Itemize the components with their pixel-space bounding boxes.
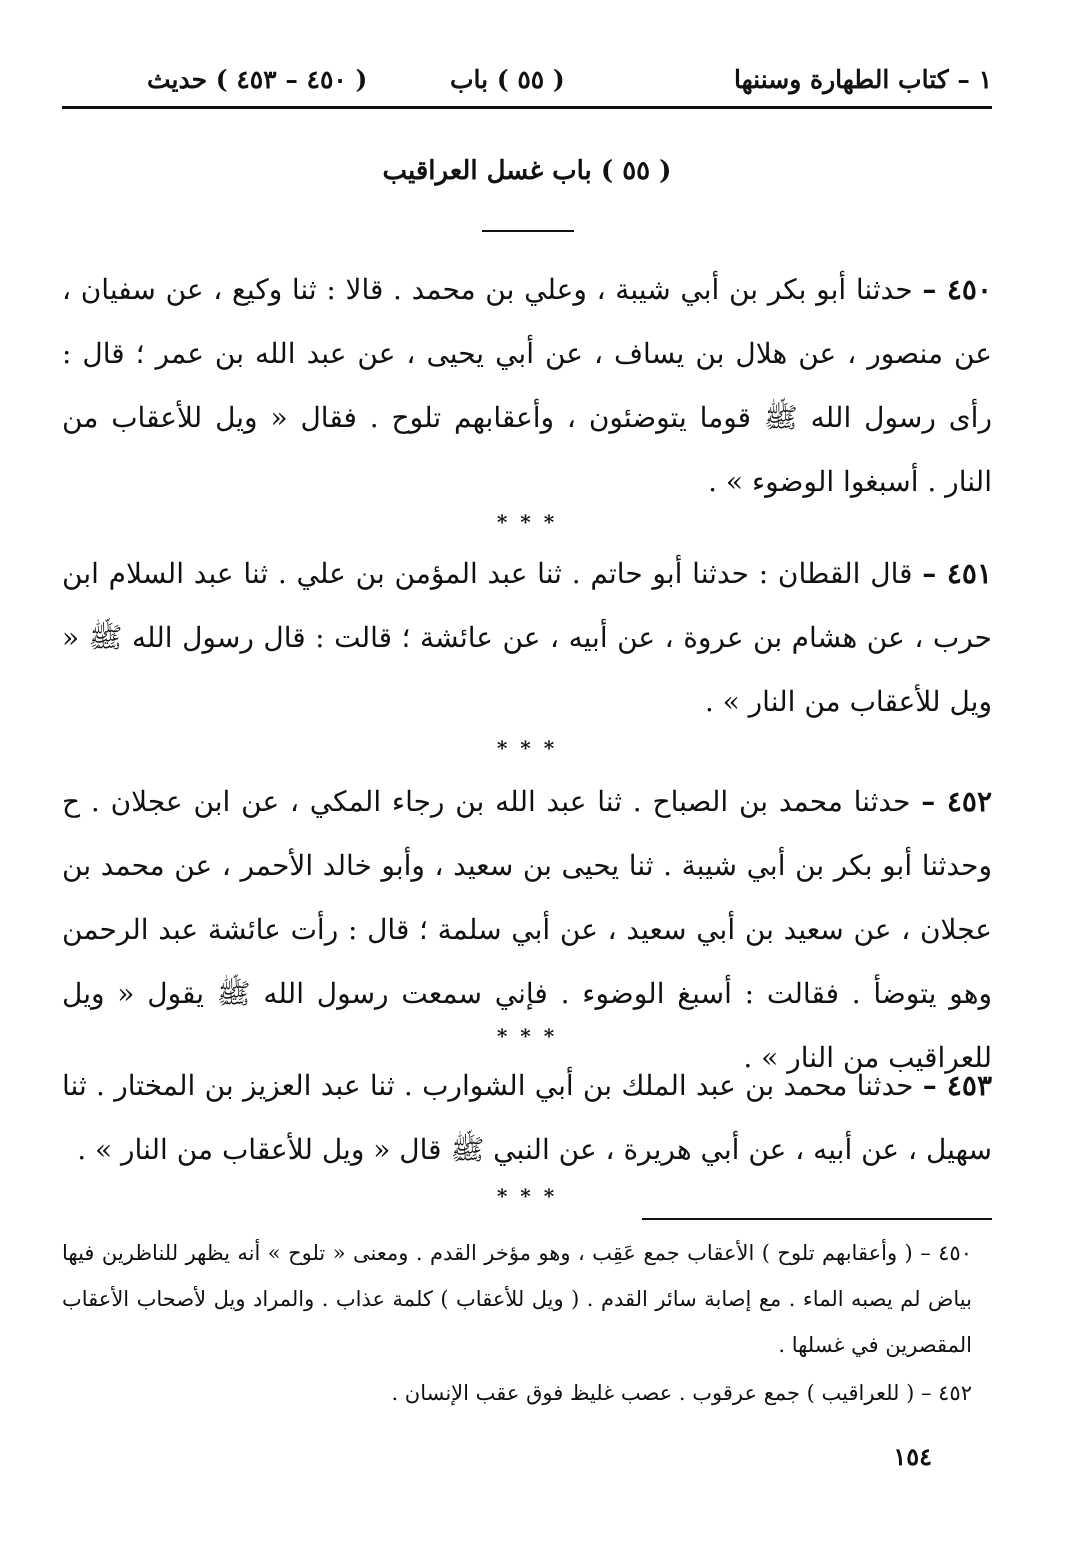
title-rule [482,230,574,232]
hadith-453 [62,1054,992,1182]
hadith-number: ٤٥١ – [922,557,992,590]
hadith-text: حدثنا أبو بكر بن أبي شيبة ، وعلي بن محمد . قالا : ثنا وكيع ، عن سفيان ، عن منصور ، عن هلال بن يساف ، عن أبي يحيى ، عن عبد الله بن عمر ؛ قال : رأى رسول الله ﷺ قوما يتوضئون ، وأعقابهم تلوح . فقال « ويل للأعقاب من النار . أسبغوا الوضوء » . [62,273,992,498]
footnote-rule [642,1218,992,1220]
book-title: ١ – كتاب الطهارة وسننها [734,65,992,94]
hadith-number: ٤٥٣ – [922,1069,992,1102]
header-rule [62,106,992,109]
page-number: ١٥٤ [893,1442,932,1471]
hadith-text: حدثنا محمد بن عبد الملك بن أبي الشوارب . ثنا عبد العزيز بن المختار . ثنا سهيل ، عن أبيه ، عن أبي هريرة ، عن النبي ﷺ قال « ويل للأعقاب من النار » . [62,1069,992,1166]
footnote-450: ٤٥٠ – ( وأعقابهم تلوح ) الأعقاب جمع عَقِب ، وهو مؤخر القدم . ومعنى « تلوح » أنه يظهر للناظرين فيها بياض لم يصبه الماء . مع إصابة سائر القدم . ( ويل للأعقاب ) كلمة عذاب . والمراد ويل لأصحاب الأعقاب المقصرين في غسلها . [62,1241,972,1357]
chapter-title: ( ٥٥ ) باب غسل العراقيب [382,156,672,186]
hadith-number: ٤٥٢ – [921,785,992,818]
hadith-450 [62,258,992,514]
separator-stars: * * * [496,1024,558,1048]
hadith-number: ٤٥٠ – [922,273,993,306]
separator-stars: * * * [496,510,558,534]
separator-stars: * * * [496,736,558,760]
hadith-451 [62,542,992,734]
running-header [62,60,992,100]
chapter-label: ( ٥٥ ) باب [450,65,565,94]
footnote-452: ٤٥٢ – ( للعراقيب ) جمع عرقوب . عصب غليظ فوق عقب الإنسان . [391,1381,972,1405]
hadith-text: حدثنا محمد بن الصباح . ثنا عبد الله بن رجاء المكي ، عن ابن عجلان . ح وحدثنا أبو بكر بن أبي شيبة . ثنا يحيى بن سعيد ، وأبو خالد الأحمر ، عن محمد بن عجلان ، عن سعيد بن أبي سعيد ، عن أبي سلمة ؛ قال : رأت عائشة عبد الرحمن وهو يتوضأ . فقالت : أسبغ الوضوء . فإني سمعت رسول الله ﷺ يقول « ويل للعراقيب من النار » . [62,785,992,1074]
hadith-range: ( ٤٥٠ – ٤٥٣ ) حديث [147,65,368,94]
hadith-text: قال القطان : حدثنا أبو حاتم . ثنا عبد المؤمن بن علي . ثنا عبد السلام ابن حرب ، عن هشام بن عروة ، عن أبيه ، عن عائشة ؛ قالت : قال رسول الله ﷺ « ويل للأعقاب من النار » . [62,557,992,718]
separator-stars: * * * [496,1184,558,1208]
page [62,44,992,1524]
